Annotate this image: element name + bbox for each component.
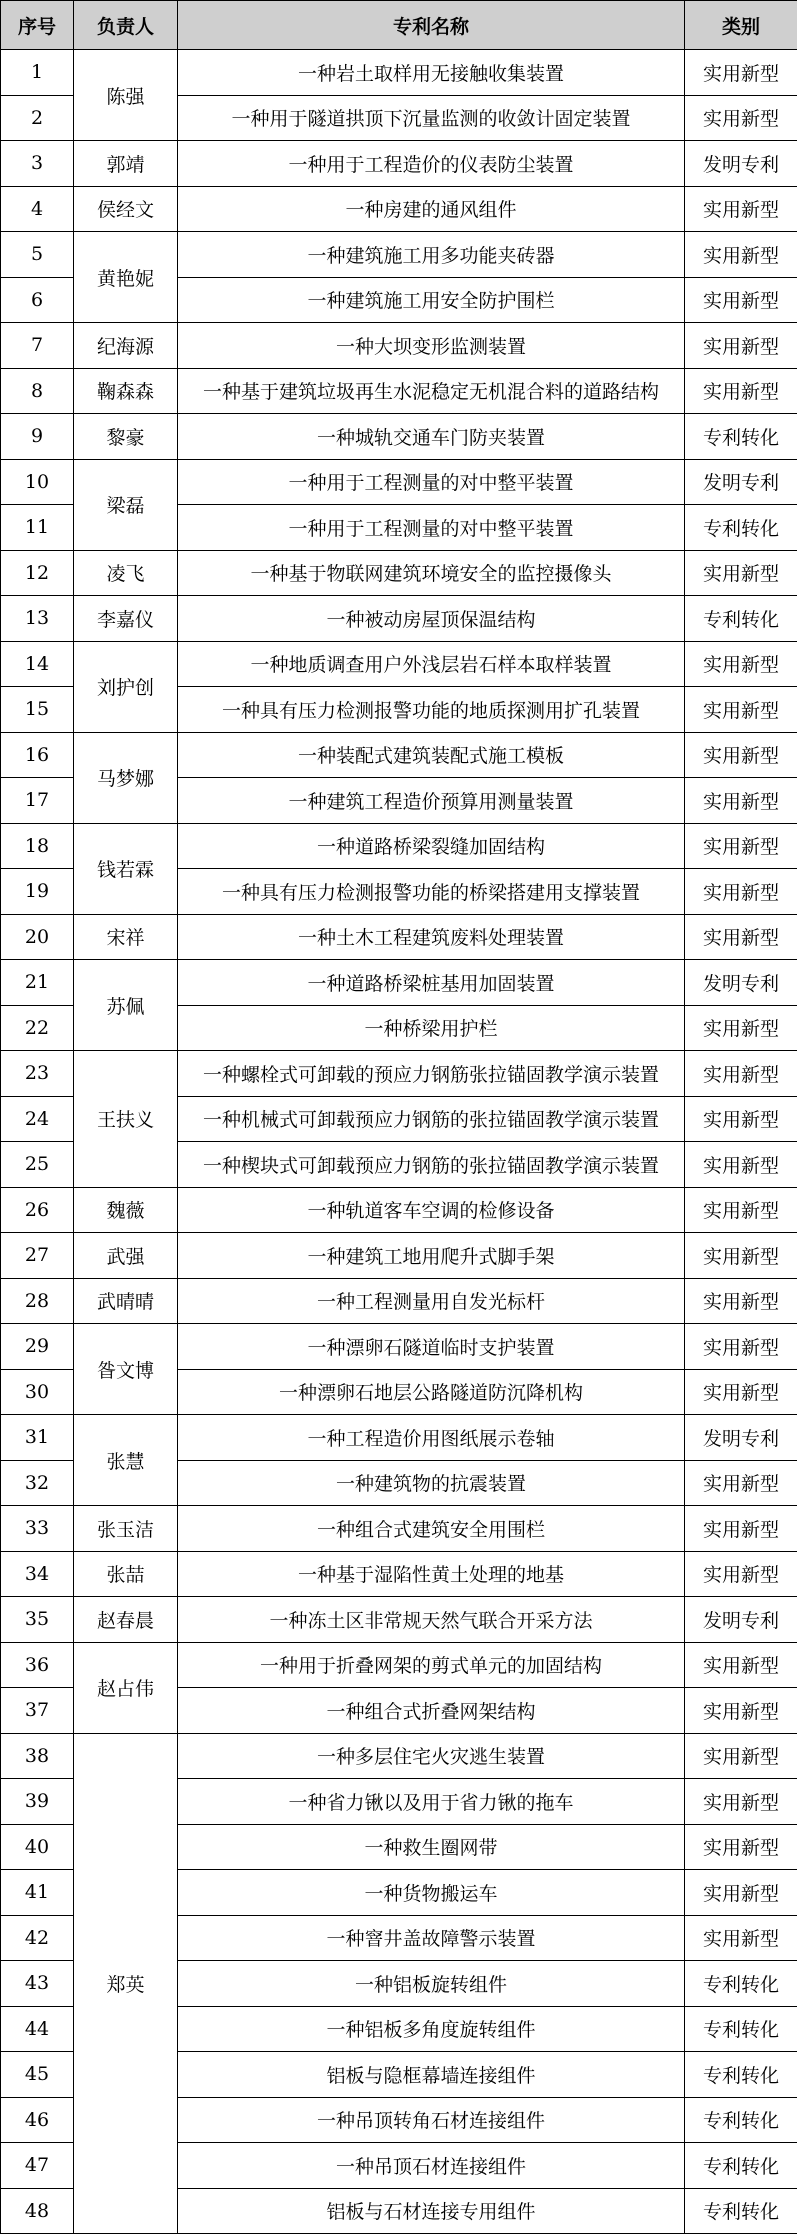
table-row: [1, 960, 797, 1006]
patent-type: 发明专利: [685, 1597, 797, 1643]
row-number: 17: [1, 778, 74, 824]
row-number: 33: [1, 1506, 74, 1552]
row-number: 10: [1, 459, 74, 505]
patent-type: 实用新型: [685, 1278, 797, 1324]
patent-type: 实用新型: [685, 50, 797, 96]
patent-type: 实用新型: [685, 1005, 797, 1051]
patent-name: 一种用于隧道拱顶下沉量监测的收敛计固定装置: [178, 95, 685, 141]
patent-type: 实用新型: [685, 186, 797, 232]
patent-type: 实用新型: [685, 1233, 797, 1279]
patent-name: 一种建筑施工用多功能夹砖器: [178, 232, 685, 278]
row-number: 30: [1, 1369, 74, 1415]
patent-type: 专利转化: [685, 1961, 797, 2007]
responsible-person: 陈强: [74, 50, 178, 141]
row-number: 24: [1, 1096, 74, 1142]
patent-type: 实用新型: [685, 869, 797, 915]
patent-name: 一种建筑施工用安全防护围栏: [178, 277, 685, 323]
patent-type: 实用新型: [685, 1460, 797, 1506]
patent-type: 实用新型: [685, 1870, 797, 1916]
row-number: 2: [1, 95, 74, 141]
patent-name: 一种工程测量用自发光标杆: [178, 1278, 685, 1324]
patent-type: 实用新型: [685, 95, 797, 141]
patent-type: 实用新型: [685, 1051, 797, 1097]
patent-type: 实用新型: [685, 823, 797, 869]
patent-name: 一种组合式建筑安全用围栏: [178, 1506, 685, 1552]
row-number: 37: [1, 1688, 74, 1734]
patent-type: 实用新型: [685, 778, 797, 824]
table-row: [1, 596, 797, 642]
patent-type: 专利转化: [685, 2188, 797, 2234]
patent-name: 一种救生圈网带: [178, 1824, 685, 1870]
row-number: 28: [1, 1278, 74, 1324]
row-number: 42: [1, 1915, 74, 1961]
patent-name: 一种道路桥梁裂缝加固结构: [178, 823, 685, 869]
responsible-person: 马梦娜: [74, 732, 178, 823]
table-row: [1, 550, 797, 596]
row-number: 46: [1, 2097, 74, 2143]
table-header-row: [1, 1, 797, 50]
responsible-person: 赵占伟: [74, 1642, 178, 1733]
responsible-person: 宋祥: [74, 914, 178, 960]
patent-name: 一种螺栓式可卸载的预应力钢筋张拉锚固教学演示装置: [178, 1051, 685, 1097]
patent-name: 一种基于湿陷性黄土处理的地基: [178, 1551, 685, 1597]
patent-name: 一种窨井盖故障警示装置: [178, 1915, 685, 1961]
responsible-person: 昝文博: [74, 1324, 178, 1415]
patent-name: 一种用于折叠网架的剪式单元的加固结构: [178, 1642, 685, 1688]
responsible-person: 赵春晨: [74, 1597, 178, 1643]
row-number: 26: [1, 1187, 74, 1233]
header-no: 序号: [1, 1, 74, 50]
patent-type: 实用新型: [685, 1551, 797, 1597]
patent-type: 专利转化: [685, 2097, 797, 2143]
patent-name: 一种具有压力检测报警功能的地质探测用扩孔装置: [178, 687, 685, 733]
table-row: [1, 368, 797, 414]
patent-name: 一种土木工程建筑废料处理装置: [178, 914, 685, 960]
row-number: 20: [1, 914, 74, 960]
row-number: 1: [1, 50, 74, 96]
patent-name: 一种房建的通风组件: [178, 186, 685, 232]
table-row: [1, 1415, 797, 1461]
row-number: 23: [1, 1051, 74, 1097]
table-row: [1, 459, 797, 505]
patent-name: 一种用于工程测量的对中整平装置: [178, 505, 685, 551]
table-row: [1, 1506, 797, 1552]
patent-name: 一种装配式建筑装配式施工模板: [178, 732, 685, 778]
row-number: 4: [1, 186, 74, 232]
table-row: [1, 1597, 797, 1643]
patent-type: 实用新型: [685, 914, 797, 960]
patent-name: 一种组合式折叠网架结构: [178, 1688, 685, 1734]
table-row: [1, 1051, 797, 1097]
patent-type: 实用新型: [685, 687, 797, 733]
patent-type: 发明专利: [685, 960, 797, 1006]
row-number: 6: [1, 277, 74, 323]
row-number: 38: [1, 1733, 74, 1779]
header-person: 负责人: [74, 1, 178, 50]
patent-type: 实用新型: [685, 1096, 797, 1142]
patent-name: 一种工程造价用图纸展示卷轴: [178, 1415, 685, 1461]
row-number: 27: [1, 1233, 74, 1279]
patent-name: 一种基于物联网建筑环境安全的监控摄像头: [178, 550, 685, 596]
table-row: [1, 1733, 797, 1779]
responsible-person: 张慧: [74, 1415, 178, 1506]
row-number: 40: [1, 1824, 74, 1870]
table-row: [1, 823, 797, 869]
patent-name: 一种用于工程造价的仪表防尘装置: [178, 141, 685, 187]
patent-type: 发明专利: [685, 141, 797, 187]
patent-type: 实用新型: [685, 1915, 797, 1961]
patent-name: 一种铝板多角度旋转组件: [178, 2006, 685, 2052]
row-number: 39: [1, 1779, 74, 1825]
table-row: [1, 50, 797, 96]
row-number: 31: [1, 1415, 74, 1461]
patent-name: 铝板与隐框幕墙连接组件: [178, 2052, 685, 2098]
row-number: 47: [1, 2143, 74, 2189]
table-row: [1, 323, 797, 369]
patent-type: 专利转化: [685, 2143, 797, 2189]
responsible-person: 黎豪: [74, 414, 178, 460]
responsible-person: 张喆: [74, 1551, 178, 1597]
row-number: 41: [1, 1870, 74, 1916]
patent-type: 实用新型: [685, 232, 797, 278]
patent-type: 发明专利: [685, 459, 797, 505]
patent-type: 实用新型: [685, 1369, 797, 1415]
patent-name: 一种建筑工程造价预算用测量装置: [178, 778, 685, 824]
patent-name: 一种岩土取样用无接触收集装置: [178, 50, 685, 96]
patent-name: 一种城轨交通车门防夹装置: [178, 414, 685, 460]
responsible-person: 纪海源: [74, 323, 178, 369]
patent-name: 一种用于工程测量的对中整平装置: [178, 459, 685, 505]
row-number: 29: [1, 1324, 74, 1370]
patent-type: 实用新型: [685, 1506, 797, 1552]
row-number: 25: [1, 1142, 74, 1188]
row-number: 5: [1, 232, 74, 278]
patent-name: 一种机械式可卸载预应力钢筋的张拉锚固教学演示装置: [178, 1096, 685, 1142]
patent-type: 实用新型: [685, 1142, 797, 1188]
patent-name: 一种具有压力检测报警功能的桥梁搭建用支撑装置: [178, 869, 685, 915]
responsible-person: 黄艳妮: [74, 232, 178, 323]
patent-name: 一种吊顶石材连接组件: [178, 2143, 685, 2189]
row-number: 22: [1, 1005, 74, 1051]
table-row: [1, 641, 797, 687]
patent-type: 发明专利: [685, 1415, 797, 1461]
row-number: 15: [1, 687, 74, 733]
patent-name: 一种漂卵石隧道临时支护装置: [178, 1324, 685, 1370]
patent-name: 一种楔块式可卸载预应力钢筋的张拉锚固教学演示装置: [178, 1142, 685, 1188]
patent-name: 一种建筑物的抗震装置: [178, 1460, 685, 1506]
responsible-person: 梁磊: [74, 459, 178, 550]
row-number: 16: [1, 732, 74, 778]
table-row: [1, 232, 797, 278]
patent-name: 一种桥梁用护栏: [178, 1005, 685, 1051]
row-number: 44: [1, 2006, 74, 2052]
row-number: 14: [1, 641, 74, 687]
row-number: 32: [1, 1460, 74, 1506]
responsible-person: 武晴晴: [74, 1278, 178, 1324]
row-number: 18: [1, 823, 74, 869]
patent-name: 一种漂卵石地层公路隧道防沉降机构: [178, 1369, 685, 1415]
row-number: 21: [1, 960, 74, 1006]
patent-type: 实用新型: [685, 368, 797, 414]
table-row: [1, 1551, 797, 1597]
patent-type: 实用新型: [685, 732, 797, 778]
patent-type: 实用新型: [685, 1733, 797, 1779]
patent-name: 一种被动房屋顶保温结构: [178, 596, 685, 642]
table-row: [1, 186, 797, 232]
row-number: 8: [1, 368, 74, 414]
patent-name: 一种轨道客车空调的检修设备: [178, 1187, 685, 1233]
table-row: [1, 1278, 797, 1324]
patent-type: 实用新型: [685, 1324, 797, 1370]
responsible-person: 张玉洁: [74, 1506, 178, 1552]
row-number: 12: [1, 550, 74, 596]
row-number: 11: [1, 505, 74, 551]
row-number: 45: [1, 2052, 74, 2098]
row-number: 7: [1, 323, 74, 369]
responsible-person: 魏薇: [74, 1187, 178, 1233]
responsible-person: 侯经文: [74, 186, 178, 232]
row-number: 34: [1, 1551, 74, 1597]
responsible-person: 王扶义: [74, 1051, 178, 1188]
patent-type: 实用新型: [685, 550, 797, 596]
responsible-person: 郑英: [74, 1733, 178, 2234]
patent-name: 一种建筑工地用爬升式脚手架: [178, 1233, 685, 1279]
patent-name: 一种冻土区非常规天然气联合开采方法: [178, 1597, 685, 1643]
patent-name: 一种货物搬运车: [178, 1870, 685, 1916]
header-type: 类别: [685, 1, 797, 50]
row-number: 48: [1, 2188, 74, 2234]
patent-name: 一种铝板旋转组件: [178, 1961, 685, 2007]
patent-name: 铝板与石材连接专用组件: [178, 2188, 685, 2234]
header-name: 专利名称: [178, 1, 685, 50]
patent-name: 一种大坝变形监测装置: [178, 323, 685, 369]
row-number: 35: [1, 1597, 74, 1643]
table-row: [1, 414, 797, 460]
patent-name: 一种省力锹以及用于省力锹的拖车: [178, 1779, 685, 1825]
patent-type: 专利转化: [685, 505, 797, 551]
patent-name: 一种道路桥梁桩基用加固装置: [178, 960, 685, 1006]
responsible-person: 钱若霖: [74, 823, 178, 914]
table-row: [1, 1324, 797, 1370]
table-row: [1, 1642, 797, 1688]
patent-type: 实用新型: [685, 1688, 797, 1734]
patent-type: 实用新型: [685, 1642, 797, 1688]
row-number: 13: [1, 596, 74, 642]
table-row: [1, 1187, 797, 1233]
patent-name: 一种地质调查用户外浅层岩石样本取样装置: [178, 641, 685, 687]
patent-type: 专利转化: [685, 2006, 797, 2052]
patent-name: 一种多层住宅火灾逃生装置: [178, 1733, 685, 1779]
patent-type: 专利转化: [685, 596, 797, 642]
patent-type: 实用新型: [685, 1779, 797, 1825]
table-row: [1, 914, 797, 960]
patent-name: 一种基于建筑垃圾再生水泥稳定无机混合料的道路结构: [178, 368, 685, 414]
responsible-person: 李嘉仪: [74, 596, 178, 642]
table-row: [1, 1233, 797, 1279]
patent-type: 实用新型: [685, 277, 797, 323]
patent-type: 实用新型: [685, 323, 797, 369]
row-number: 36: [1, 1642, 74, 1688]
responsible-person: 武强: [74, 1233, 178, 1279]
row-number: 19: [1, 869, 74, 915]
responsible-person: 刘护创: [74, 641, 178, 732]
patent-type: 专利转化: [685, 2052, 797, 2098]
responsible-person: 鞠森森: [74, 368, 178, 414]
table-body: [1, 50, 797, 2234]
table-row: [1, 141, 797, 187]
patent-name: 一种吊顶转角石材连接组件: [178, 2097, 685, 2143]
patent-type: 实用新型: [685, 641, 797, 687]
responsible-person: 苏佩: [74, 960, 178, 1051]
responsible-person: 凌飞: [74, 550, 178, 596]
patent-type: 专利转化: [685, 414, 797, 460]
table-row: [1, 732, 797, 778]
row-number: 9: [1, 414, 74, 460]
patent-type: 实用新型: [685, 1187, 797, 1233]
row-number: 43: [1, 1961, 74, 2007]
row-number: 3: [1, 141, 74, 187]
patent-type: 实用新型: [685, 1824, 797, 1870]
responsible-person: 郭靖: [74, 141, 178, 187]
